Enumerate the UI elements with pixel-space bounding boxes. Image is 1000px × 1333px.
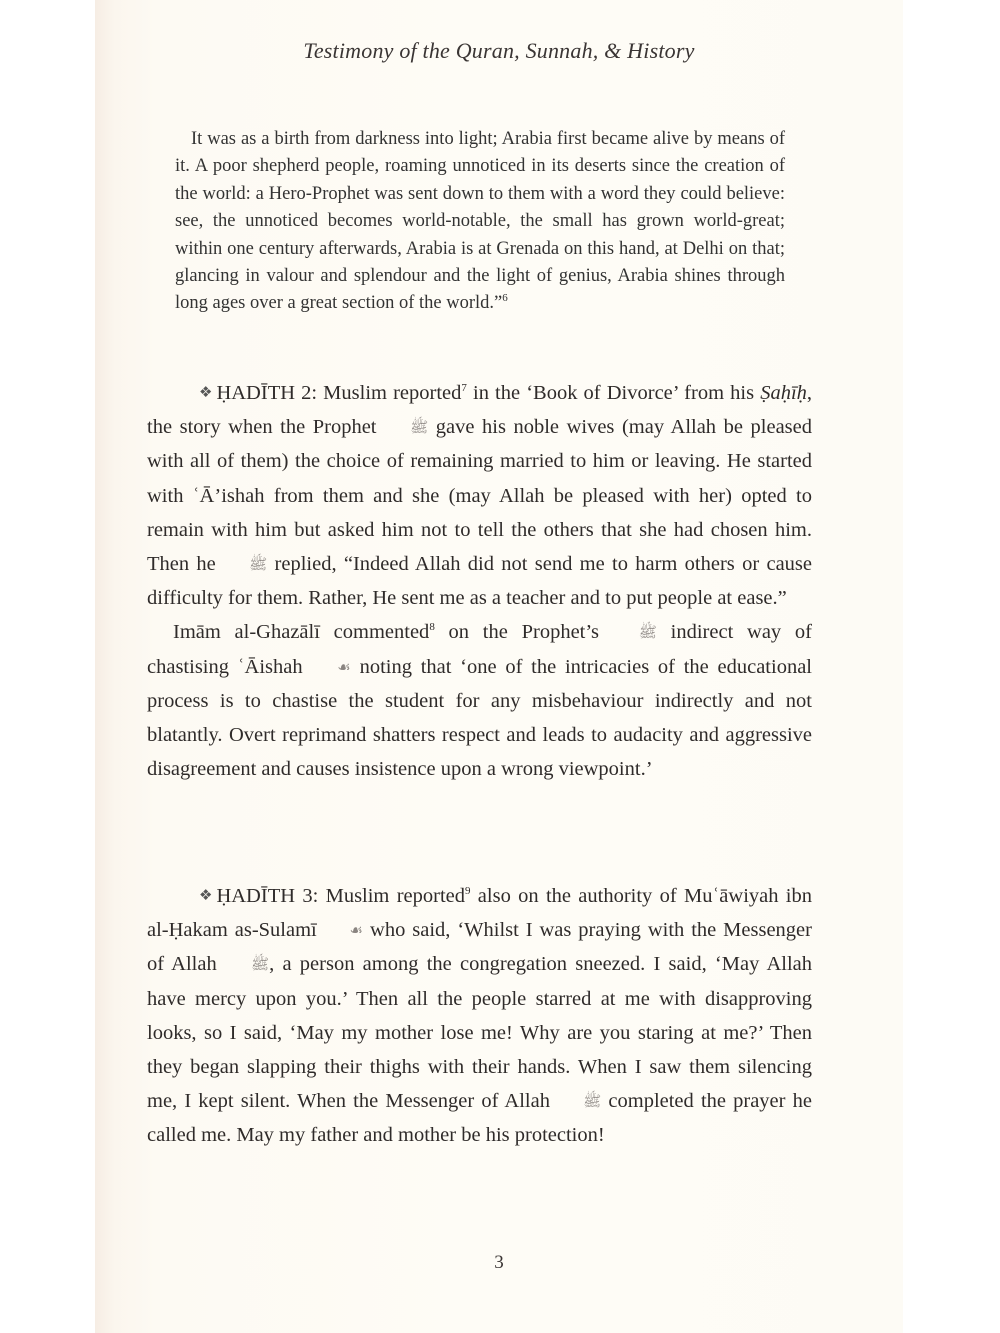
honorific-companion-icon: ☙ <box>349 921 364 940</box>
footnote-marker: 7 <box>461 382 467 395</box>
honorific-calligraphy-icon: ﷺ <box>250 955 270 974</box>
ghazali-commentary-paragraph: Imām al-Ghazālī commented$^8$ on the Prophet’s ﷺ indirect way of chastising ʿĀishah ☙ noting that ‘one of the intricacies of the educational process is to chastise the student for any misbehaviour indirectly and not blatantly. Overt reprimand shatters respect and leads to audacity and aggressive disagreement and causes insistence upon a wrong viewpoint.’ <box>147 615 812 786</box>
hadith-2-paragraph: ❖ ḤADĪTH 2: Muslim reported$^7$ in the ‘Book of Divorce’ from his Ṣaḥīḥ, the story when the Prophet ﷺ gave his noble wives (may Allah be pleased with all of them) the choice of remaining married to him or leaving. He started with ʿĀ’ishah from them and she (may Allah be pleased with her) opted to remain with him but asked him not to tell the others that she had chosen him. Then he ﷺ replied, “Indeed Allah did not send me to harm others or cause difficulty for them. Rather, He sent me as a teacher and to put people at ease.” <box>147 375 812 615</box>
honorific-calligraphy-icon: ﷺ <box>583 1092 602 1111</box>
hadith-3-section <box>147 878 812 1153</box>
honorific-calligraphy-icon: ﷺ <box>410 418 429 437</box>
block-quote <box>175 126 785 318</box>
hadith-2-label: ḤADĪTH 2: <box>216 382 318 404</box>
footnote-marker: 8 <box>429 621 435 634</box>
honorific-calligraphy-icon: ﷺ <box>249 555 268 574</box>
block-quote-paragraph: It was as a birth from darkness into light; Arabia first became alive by means of it. A poor shepherd people, roaming unnoticed in its deserts since the creation of the world: a Hero-Prophet was sent down to them with a word they could believe: see, the unnoticed becomes world-notable, the small has grown world-great; within one century afterwards, Arabia is at Grenada on this hand, at Delhi on that; glancing in valour and splendour and the light of genius, Arabia shines through long ages over a great section of the world.”$^6$ <box>175 129 785 314</box>
book-page <box>95 0 903 1333</box>
hadith-3-paragraph: ❖ ḤADĪTH 3: Muslim reported$^9$ also on the authority of Muʿāwiyah ibn al-Ḥakam as-Sulamī ☙ who said, ‘Whilst I was praying with the Messenger of Allah ﷺ, a person among the congregation sneezed. I said, ‘May Allah have mercy upon you.’ Then all the people starred at me with disapproving looks, so I said, ‘May my mother lose me! Why are you staring at me?’ Then they began slapping their thighs with their hands. When I saw them silencing me, I kept silent. When the Messenger of Allah ﷺ completed the prayer he called me. May my father and mother be his protection! <box>147 878 812 1153</box>
page-number: 3 <box>494 1252 504 1273</box>
ornament-diamond-icon: ❖ <box>199 383 213 401</box>
honorific-calligraphy-icon: ﷺ <box>638 623 657 642</box>
footnote-marker: 6 <box>502 292 508 305</box>
hadith-2-section <box>147 375 812 786</box>
ornament-diamond-icon: ❖ <box>199 886 213 904</box>
hadith-3-label: ḤADĪTH 3: <box>216 885 319 907</box>
honorific-companion-icon: ☙ <box>337 657 351 676</box>
sahih-title: Ṣaḥīḥ <box>760 382 807 404</box>
footnote-marker: 9 <box>465 885 471 898</box>
running-head: Testimony of the Quran, Sunnah, & History <box>303 38 695 63</box>
